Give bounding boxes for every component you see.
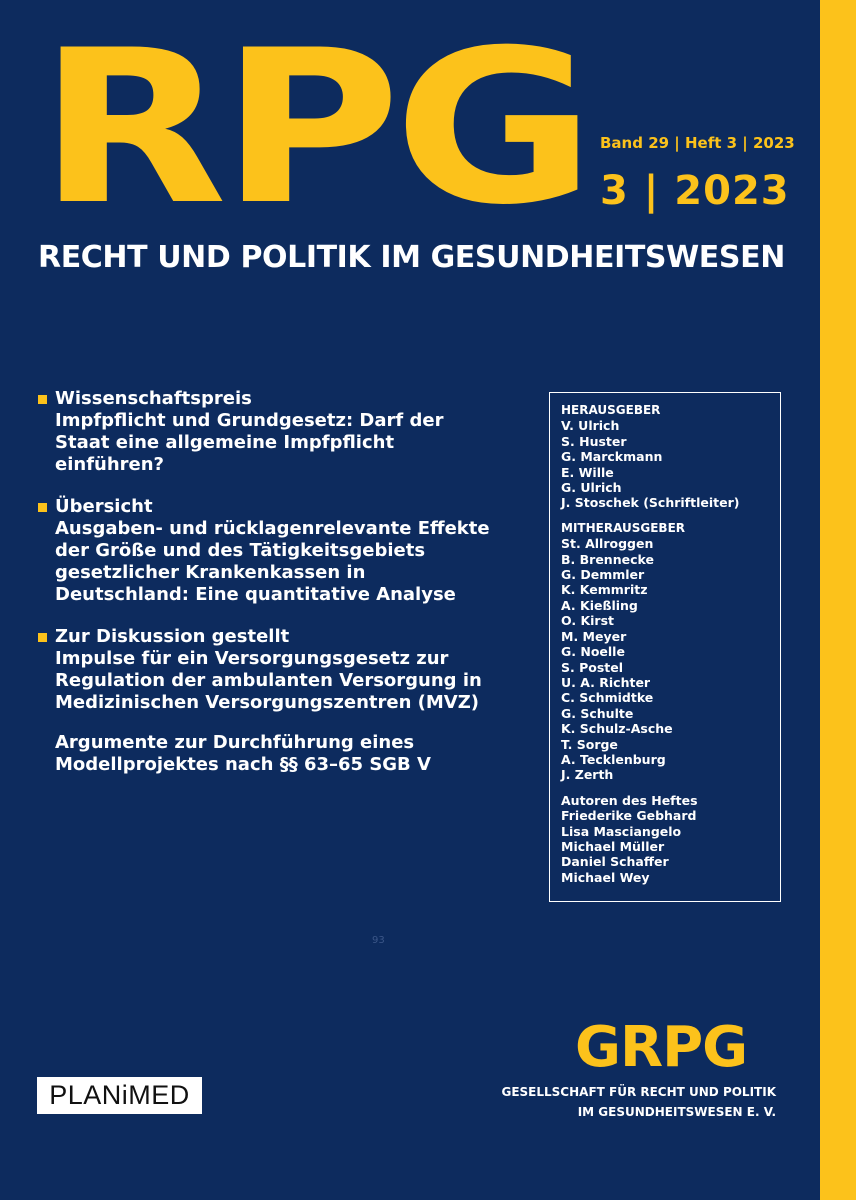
editor-name: U. A. Richter xyxy=(561,674,651,690)
society-name-line: IM GESUNDHEITSWESEN E. V. xyxy=(577,1105,776,1119)
autoren-heading: Autoren des Heftes xyxy=(561,792,698,808)
editor-name: G. Ulrich xyxy=(561,480,622,496)
editor-name: V. Ulrich xyxy=(561,418,620,434)
editor-name: Friederike Gebhard xyxy=(561,808,697,824)
editor-name: K. Schulz-Asche xyxy=(561,721,673,737)
autoren-list xyxy=(561,808,780,885)
mitherausgeber-heading: MITHERAUSGEBER xyxy=(561,520,686,535)
article-category: Übersicht xyxy=(38,496,498,518)
editor-name: A. Kießling xyxy=(561,597,638,613)
editor-name: A. Tecklenburg xyxy=(561,751,666,767)
autoren-group xyxy=(561,793,780,885)
editor-name: J. Zerth xyxy=(561,767,614,783)
editor-name: O. Kirst xyxy=(561,613,615,629)
volume-line: Band 29 | Heft 3 | 2023 xyxy=(600,134,795,152)
editor-name: J. Stoschek (Schriftleiter) xyxy=(561,495,740,511)
editor-name: S. Huster xyxy=(561,433,627,449)
editor-name: E. Wille xyxy=(561,464,614,480)
publisher-logo: PLANiMED xyxy=(37,1077,202,1114)
editor-name: B. Brennecke xyxy=(561,551,654,567)
article-list xyxy=(38,388,498,796)
bullet-square-icon xyxy=(38,395,47,404)
society-logo: GRPG xyxy=(575,1015,748,1080)
editor-name: K. Kemmritz xyxy=(561,582,648,598)
editors-box xyxy=(549,392,781,902)
journal-logo: RPG xyxy=(38,4,589,251)
bullet-square-icon xyxy=(38,633,47,642)
article-category: Zur Diskussion gestellt xyxy=(38,626,498,648)
mitherausgeber-group xyxy=(561,521,780,783)
herausgeber-heading: HERAUSGEBER xyxy=(561,403,661,417)
bullet-square-icon xyxy=(38,503,47,512)
article-item xyxy=(38,388,498,476)
article-title: Argumente zur Durchführung eines Modellprojektes nach §§ 63–65 SGB V xyxy=(55,732,431,775)
issue-number: 3 | 2023 xyxy=(600,168,790,214)
editor-name: St. Allroggen xyxy=(561,536,654,552)
article-title: Ausgaben- und rücklagenrelevante Effekte der Größe und des Tätigkeitsgebiets gesetzlicher Krankenkassen in Deutschland: Eine quantitative Analyse xyxy=(55,518,490,605)
article-item xyxy=(38,626,498,776)
editor-name: C. Schmidtke xyxy=(561,690,654,706)
herausgeber-list xyxy=(561,418,780,510)
article-category: Wissenschaftspreis xyxy=(38,388,498,410)
editor-name: G. Noelle xyxy=(561,644,625,660)
editor-name: M. Meyer xyxy=(561,628,627,644)
article-item xyxy=(38,496,498,606)
editor-name: Michael Wey xyxy=(561,869,650,885)
article-title: Impulse für ein Versorgungsgesetz zur Regulation der ambulanten Versorgung in Medizinischen Versorgungszentren (MVZ) xyxy=(55,648,482,713)
herausgeber-group xyxy=(561,403,780,511)
mitherausgeber-list xyxy=(561,536,780,783)
page-number: 93 xyxy=(372,935,385,946)
editor-name: G. Schulte xyxy=(561,705,634,721)
accent-stripe xyxy=(820,0,856,1200)
editor-name: Michael Müller xyxy=(561,838,665,854)
journal-subtitle: RECHT UND POLITIK IM GESUNDHEITSWESEN xyxy=(38,240,785,275)
editor-name: Daniel Schaffer xyxy=(561,854,669,870)
society-name xyxy=(430,1082,776,1122)
article-title: Impfpflicht und Grundgesetz: Darf der Staat eine allgemeine Impfpflicht einführen? xyxy=(55,410,444,475)
editor-name: S. Postel xyxy=(561,659,624,675)
society-name-line: GESELLSCHAFT FÜR RECHT UND POLITIK xyxy=(501,1085,776,1099)
editor-name: G. Marckmann xyxy=(561,449,663,465)
editor-name: Lisa Masciangelo xyxy=(561,823,682,839)
editor-name: T. Sorge xyxy=(561,736,618,752)
editor-name: G. Demmler xyxy=(561,567,645,583)
